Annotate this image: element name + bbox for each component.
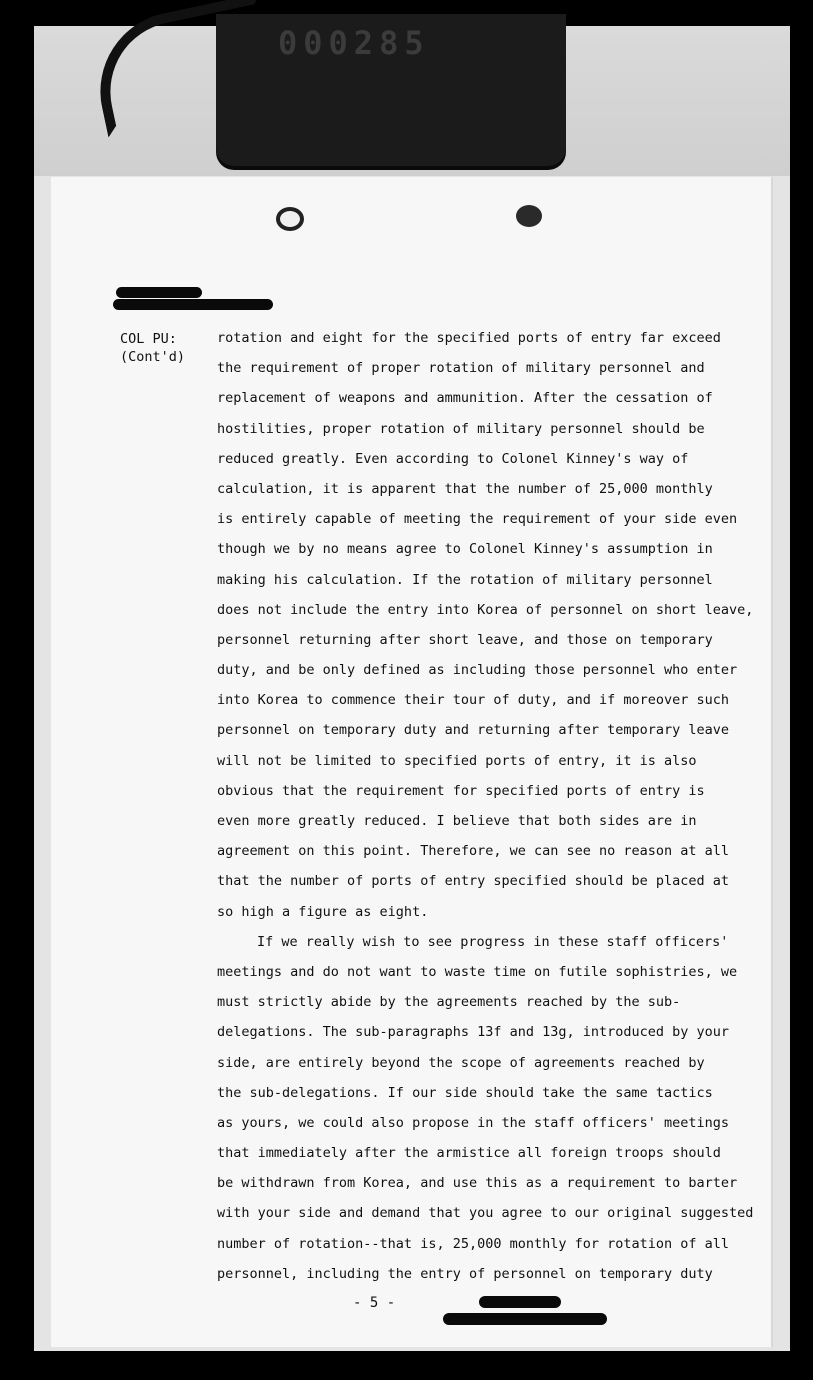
text-line: even more greatly reduced. I believe that both sides are in xyxy=(217,813,697,829)
text-line: into Korea to commence their tour of duty, and if moreover such xyxy=(217,692,730,709)
text-line: that the number of ports of entry specified should be placed at xyxy=(217,873,730,890)
text-line: personnel on temporary duty and returning after temporary leave xyxy=(217,722,730,739)
redaction-bar xyxy=(113,299,273,310)
redaction-bar xyxy=(116,287,202,298)
punch-hole-right-icon xyxy=(516,205,542,227)
text-line: meetings and do not want to waste time on futile sophistries, we xyxy=(217,963,738,980)
redaction-bar xyxy=(443,1313,607,1325)
text-line: If we really wish to see progress in these staff officers' xyxy=(257,933,729,950)
text-line: be withdrawn from Korea, and use this as a requirement to barter xyxy=(217,1175,738,1192)
text-line: will not be limited to specified ports of entry, it is also xyxy=(217,752,697,769)
text-line: reduced greatly. Even according to Colonel Kinney's way of xyxy=(217,450,689,467)
text-line: does not include the entry into Korea of personnel on short leave, xyxy=(217,601,754,618)
frame-counter xyxy=(216,14,566,166)
speaker-label-block xyxy=(120,330,185,366)
text-line: duty, and be only defined as including those personnel who enter xyxy=(217,662,738,679)
document-page xyxy=(51,177,771,1347)
text-line: replacement of weapons and ammunition. After the cessation of xyxy=(217,390,713,407)
text-line: delegations. The sub-paragraphs 13f and 13g, introduced by your xyxy=(217,1024,730,1041)
text-line: must strictly abide by the agreements reached by the sub- xyxy=(217,994,681,1011)
text-line: is entirely capable of meeting the requirement of your side even xyxy=(217,511,738,528)
text-line: calculation, it is apparent that the number of 25,000 monthly xyxy=(217,480,713,497)
text-line: obvious that the requirement for specified ports of entry is xyxy=(217,782,705,799)
redaction-bar xyxy=(479,1296,561,1308)
text-line: as yours, we could also propose in the staff officers' meetings xyxy=(217,1114,730,1131)
text-line: with your side and demand that you agree to our original suggested xyxy=(217,1205,754,1222)
text-line: number of rotation--that is, 25,000 monthly for rotation of all xyxy=(217,1235,730,1252)
text-line: side, are entirely beyond the scope of agreements reached by xyxy=(217,1054,705,1071)
text-line: agreement on this point. Therefore, we can see no reason at all xyxy=(217,843,730,860)
text-line: so high a figure as eight. xyxy=(217,903,429,920)
text-line: though we by no means agree to Colonel Kinney's assumption in xyxy=(217,541,713,558)
text-line: personnel, including the entry of personnel on temporary duty xyxy=(217,1265,713,1282)
page-number: - 5 - xyxy=(353,1295,396,1311)
text-line: rotation and eight for the specified ports of entry far exceed xyxy=(217,330,721,346)
text-line: hostilities, proper rotation of military personnel should be xyxy=(217,420,705,437)
text-line: personnel returning after short leave, and those on temporary xyxy=(217,631,713,648)
speaker-continued: (Cont'd) xyxy=(120,349,186,365)
speaker-label: COL PU: xyxy=(120,331,177,347)
document-body xyxy=(217,323,754,1289)
text-line: the requirement of proper rotation of military personnel and xyxy=(217,360,705,377)
text-line: making his calculation. If the rotation of military personnel xyxy=(217,571,713,588)
text-line: that immediately after the armistice all foreign troops should xyxy=(217,1145,721,1162)
frame-counter-number: 000285 xyxy=(278,24,430,62)
punch-hole-left-icon xyxy=(276,207,304,231)
text-line: the sub-delegations. If our side should take the same tactics xyxy=(217,1084,713,1101)
